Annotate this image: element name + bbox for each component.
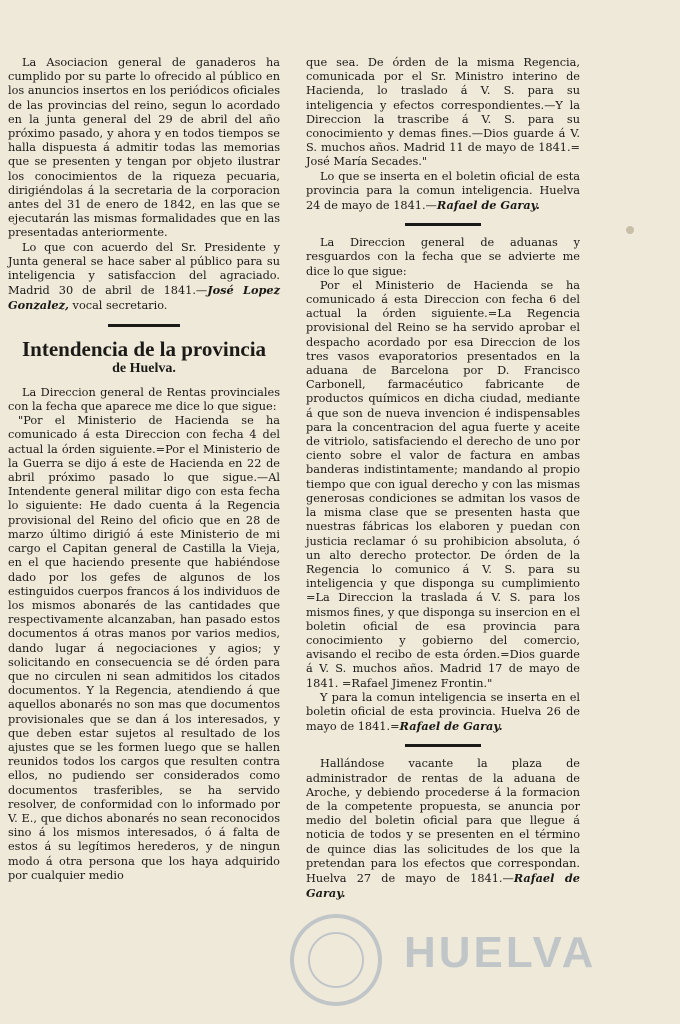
aduanas-intro: La Direccion general de aduanas y resguardos con la fecha que se advierte me dice lo que sigue:	[306, 236, 580, 278]
rentas-order-continuation: que sea. De órden de la misma Regencia, comunicada por el Sr. Ministro interino de Hacienda, lo traslado á V. S. para su inteligencia y efectos correspondientes.—Y la Direccion la trascribe á V. S. para su conocimiento y demas fines.—Dios guarde á V. S. muchos años. Madrid 11 de mayo de 1841.= José María Secades."	[306, 56, 580, 169]
section-subheading: de Huelva.	[112, 360, 176, 376]
ink-blot	[626, 226, 634, 234]
signature: Rafael de Garay.	[306, 870, 580, 901]
closing-text: Lo que con acuerdo del Sr. Presidente y Junta general se hace saber al público para su inteligencia y satisfaccion del agraciado. Madrid 30 de abril de 1841.—	[8, 240, 280, 298]
rentas-intro: La Direccion general de Rentas provinciales con la fecha que aparece me dice lo que sigue:	[8, 385, 280, 414]
archive-watermark	[282, 910, 622, 1010]
aduanas-order-text: Por el Ministerio de Hacienda se ha comunicado á esta Direccion con fecha 6 del actual la órden siguiente.=La Regencia provisional del Reino se ha servido aprobar el despacho acordado por esa Direccion de los tres vasos evaporatorios presentados en la aduana de Barcelona por D. Francisco Carbonell, farmacéutico fabricante de productos químicos en dicha ciudad, mediante á que son de nueva invencion é indispensables para la concentracion del agua fuerte y aceite de vitriolo, satisfaciendo el derecho de uno por ciento sobre el valor de factura en ambas banderas indistintamente; mandando al propio tiempo que con igual derecho y con las mismas generosas condiciones se admitan los vasos de la misma clase que se presenten hasta que nuestras fábricas los elaboren y puedan con justicia reclamar ó su prohibicion absoluta, ó un alto derecho protector. De órden de la Regencia lo comunico á V. S. para su inteligencia y que disponga su cumplimiento =La Direccion la traslada á V. S. para los mismos fines, y que disponga su insercion en el boletin oficial de esa provincia para conocimiento y gobierno del comercio, avisando el recibo de esta órden.=Dios guarde á V. S. muchos años. Madrid 17 de mayo de 1841. =Rafael Jimenez Frontin."	[306, 278, 580, 690]
watermark-text: HUELVA	[404, 928, 597, 977]
publication-text: Y para la comun inteligencia se inserta en el boletin oficial de esta provincia. Huelva 26 de mayo de 1841.=	[306, 690, 580, 734]
section-heading: Intendencia de la provincia	[21, 336, 267, 361]
signature-role: vocal secretario.	[68, 299, 168, 313]
left-column	[8, 56, 280, 883]
section-divider	[108, 324, 180, 327]
vacancy-text: Hallándose vacante la plaza de administrador de rentas de la aduana de Aroche, y debiendo procederse á la formacion de la competente propuesta, se anuncia por medio del boletin oficial para que llegue á noticia de todos y se presenten en el término de quince dias las solicitudes de los que la pretendan para los efectos que correspondan. Huelva 27 de mayo de 1841.—	[306, 757, 580, 885]
rentas-publication-note	[306, 170, 580, 214]
ganaderos-notice-closing	[8, 241, 280, 314]
seal-icon	[290, 914, 382, 1006]
signature: Rafael de Garay.	[399, 719, 503, 734]
right-column	[306, 56, 580, 901]
publication-text: Lo que se inserta en el boletin oficial de esta provincia para la comun inteligencia. Huelva 24 de mayo de 1841.—	[306, 169, 580, 213]
aroche-vacancy-notice	[306, 757, 580, 901]
seal-inner-ring	[308, 932, 364, 988]
signature: Rafael de Garay.	[436, 198, 540, 213]
aduanas-publication-note	[306, 691, 580, 735]
section-divider	[405, 223, 481, 226]
section-divider	[405, 744, 481, 747]
rentas-order-text: "Por el Ministerio de Hacienda se ha comunicado á esta Direccion con fecha 4 del actual la órden siguiente.=Por el Ministerio de la Guerra se dijo á este de Hacienda en 22 de abril próximo pasado lo que sigue.—Al Intendente general militar digo con esta fecha lo siguiente: He dado cuenta á la Regencia provisional del Reino del oficio que en 28 de marzo último dirigió á este Ministerio de mi cargo el Capitan general de Castilla la Vieja, en el que haciendo presente que habiéndose dado por los gefes de algunos de los estinguidos cuerpos francos á los individuos de los mismos abonarés de las cantidades que respectivamente alcanzaban, han pasado estos documentos á otras manos por varios medios, dando lugar á negociaciones y agios; y solicitando en consecuencia se dé órden para que no circulen ni sean admitidos los citados documentos. Y la Regencia, atendiendo á que aquellos abonarés no son mas que documentos provisionales que se dan á los interesados, y que deben estar sujetos al resultado de los ajustes que se les formen luego que se hallen reunidos todos los cargos que resulten contra ellos, no pudiendo ser considerados como documentos trasferibles, se ha servido resolver, de conformidad con lo informado por V. E., que dichos abonarés no sean reconocidos sino á los mismos interesados, ó á falta de estos á su legítimos herederos, y de ningun modo á otra persona que los haya adquirido por cualquier medio	[8, 414, 280, 882]
ganaderos-notice: La Asociacion general de ganaderos ha cumplido por su parte lo ofrecido al público en los anuncios insertos en los periódicos oficiales de las provincias del reino, segun lo acordado en la junta general del 29 de abril del año próximo pasado, y ahora y en todos tiempos se halla dispuesta á admitir todas las memorias que se presenten y tengan por objeto ilustrar los conocimientos de la riqueza pecuaria, dirigiéndolas á la secretaria de la corporacion antes del 31 de enero de 1842, en las que se ejecutarán las mismas formalidades que en las presentadas anteriormente.	[8, 56, 280, 240]
signature: José Lopez Gonzalez,	[8, 283, 280, 313]
